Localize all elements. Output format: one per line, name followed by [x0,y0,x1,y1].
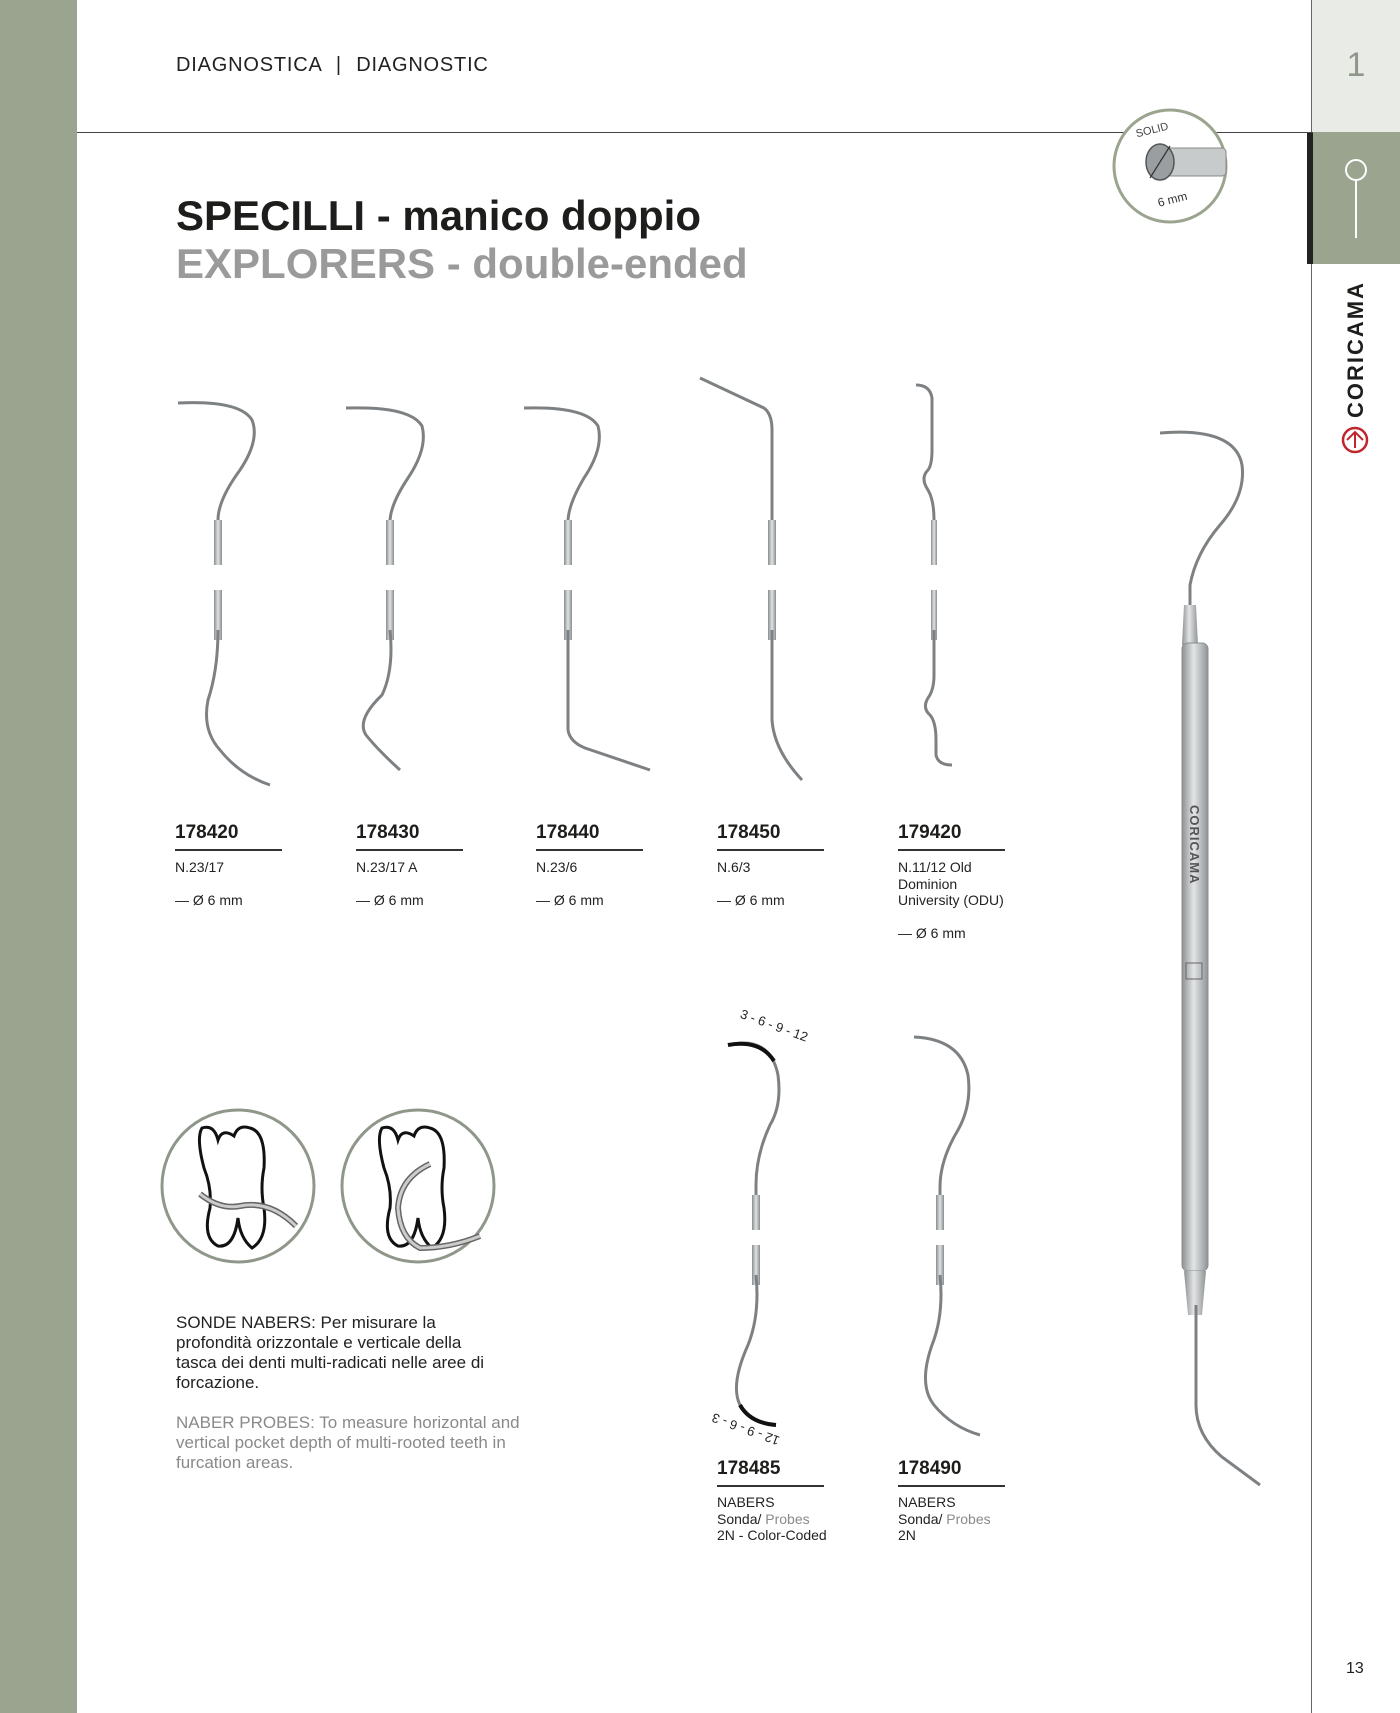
product-model: N.23/17 [175,859,225,875]
desc-line-1: NABERS [898,1494,956,1510]
desc-line-3: 2N - Color-Coded [717,1527,827,1543]
page-title-en: EXPLORERS - double-ended [176,240,748,287]
desc-line-2-it: Sonda/ [717,1510,762,1527]
solid-6mm-badge [1110,112,1230,222]
explorer-illustrations [160,370,1060,790]
desc-line-3: 2N [898,1527,916,1543]
brand-name: CORICAMA [1343,281,1368,418]
model-line: N.11/12 Old [898,859,972,875]
product-diameter: — Ø 6 mm [898,925,966,941]
page-number: 13 [1346,1660,1364,1677]
tooth-vertical-probe-icon [342,1110,494,1262]
nabers-description-en: NABER PROBES: To measure horizontal and vertical pocket depth of multi-rooted teeth in furcation areas. [176,1413,520,1472]
instrument-marking: CORICAMA [1187,805,1202,885]
code-underline [356,849,463,851]
product-code-178420: 178420 [175,822,239,843]
furcation-illustrations [160,1108,500,1268]
desc-line-2 [717,1511,827,1528]
section-en: DIAGNOSTIC [356,54,489,76]
product-code-178490: 178490 [898,1458,962,1479]
desc-line-2 [898,1511,991,1528]
desc-line-1: NABERS [717,1494,775,1510]
section-it: DIAGNOSTICA [176,54,322,76]
product-diameter: — Ø 6 mm [717,892,785,908]
instrument-178420 [178,403,270,785]
product-description [898,1494,991,1544]
code-underline [898,1485,1005,1487]
product-diameter: — Ø 6 mm [175,892,243,908]
code-underline [536,849,643,851]
instrument-179420 [916,385,952,765]
instrument-178490 [914,1037,980,1435]
model-line: University (ODU) [898,892,1004,908]
code-underline [717,1485,824,1487]
nabers-description-it: SONDE NABERS: Per misurare la profondità orizzontale e verticale della tasca dei denti multi-radicati nelle aree di forcazione. [176,1313,485,1392]
nabers-probe-illustrations [700,1006,1020,1455]
desc-line-2-it: Sonda/ [898,1510,943,1527]
section-heading [176,54,489,77]
instrument-178440 [524,408,650,770]
tab-marker [1307,132,1313,264]
product-code-179420: 179420 [898,822,962,843]
product-model: N.23/17 A [356,859,418,875]
scale-bottom: 12 - 9 - 6 - 3 [709,1410,782,1449]
product-code-178485: 178485 [717,1458,781,1479]
page-title-it: SPECILLI - manico doppio [176,192,701,239]
code-underline [717,849,824,851]
large-instrument-illustration [1150,425,1290,1485]
product-diameter: — Ø 6 mm [356,892,424,908]
section-separator: | [335,54,342,76]
chapter-number: 1 [1346,46,1366,84]
instrument-178450 [700,378,802,780]
product-model [898,859,1004,909]
probe-icon [1312,132,1400,264]
product-description [717,1494,827,1544]
product-code-178430: 178430 [356,822,420,843]
instrument-178430 [346,408,423,770]
tooth-horizontal-probe-icon [162,1110,314,1262]
section-tab [1312,132,1400,264]
desc-line-2-en: Probes [761,1510,810,1527]
desc-line-2-en: Probes [942,1510,991,1527]
model-line: Dominion [898,875,958,892]
instrument-178485 [710,1006,810,1448]
product-model: N.6/3 [717,859,751,875]
product-model: N.23/6 [536,859,578,875]
code-underline [898,849,1005,851]
code-underline [175,849,282,851]
badge-label: SOLID [1134,120,1170,141]
product-diameter: — Ø 6 mm [536,892,604,908]
left-color-band [0,0,77,1713]
scale-top: 3 - 6 - 9 - 12 [738,1006,810,1045]
product-code-178440: 178440 [536,822,600,843]
product-code-178450: 178450 [717,822,781,843]
badge-size: 6 mm [1156,188,1189,210]
brand-logo [1325,280,1385,460]
